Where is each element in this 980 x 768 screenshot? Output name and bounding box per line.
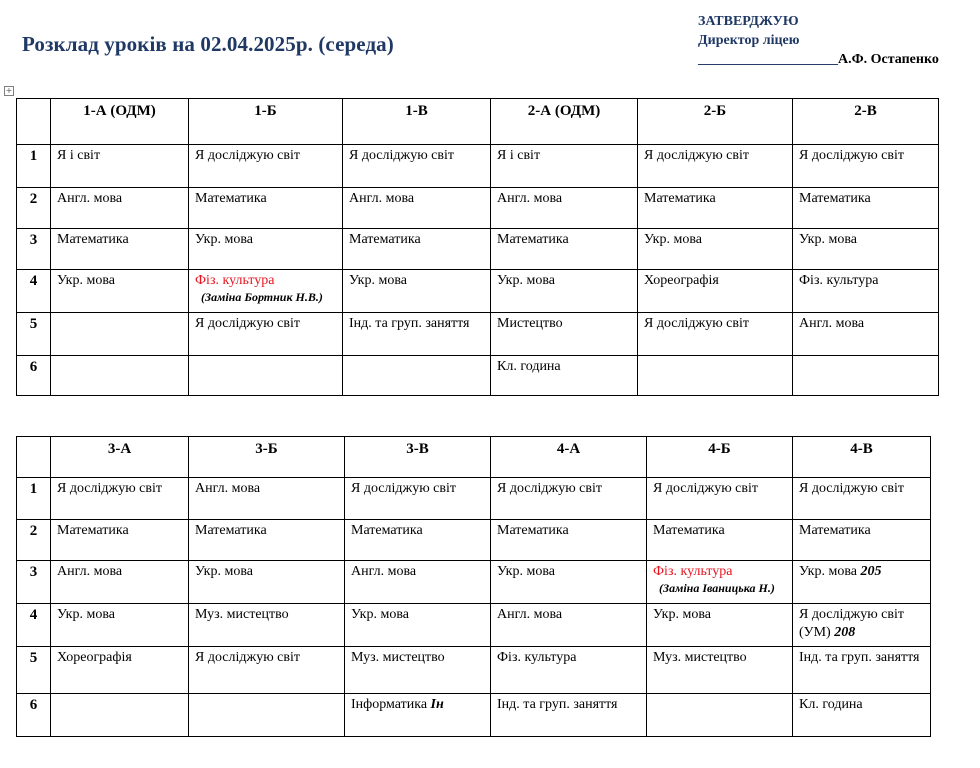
subject-name: Я досліджую світ [195,148,300,163]
class-header: 1-В [343,99,491,145]
subject-name: Укр. мова [497,273,555,288]
subject-name: Фіз. культура [497,650,577,665]
class-header: 3-Б [189,437,345,478]
subject-name: Математика [57,523,129,538]
class-header: 2-Б [638,99,793,145]
lesson-cell [491,313,638,356]
lesson-cell [51,520,189,561]
subject-name: Математика [644,191,716,206]
lesson-cell [491,356,638,396]
lesson-cell [491,604,647,647]
lesson-cell [189,313,343,356]
lesson-cell [51,356,189,396]
lesson-cell [51,478,189,520]
schedule-table-grades-3-4 [16,436,931,737]
lesson-number: 1 [17,145,51,188]
room-number: Ін [430,697,444,712]
lesson-cell [343,313,491,356]
subject-name: Англ. мова [57,564,123,579]
lesson-cell [343,270,491,313]
lesson-row [17,647,931,694]
lesson-row [17,561,931,604]
lesson-cell [491,520,647,561]
subject-name: Я досліджую світ [195,316,300,331]
lesson-cell [793,270,939,313]
lesson-cell [647,694,793,737]
lesson-cell [638,313,793,356]
subject-name: Англ. мова [57,191,123,206]
subject-name: Математика [195,191,267,206]
lesson-cell [345,647,491,694]
subject-name: Укр. мова [195,564,253,579]
corner-cell [17,437,51,478]
subject-name: Муз. мистецтво [653,650,747,665]
lesson-cell [345,694,491,737]
lesson-cell [189,188,343,229]
subject-name: Я досліджую світ [799,148,904,163]
subject-name: Англ. мова [497,607,563,622]
lesson-cell [345,478,491,520]
lesson-cell [189,520,345,561]
lesson-row [17,356,939,396]
subject-name: Математика [57,232,129,247]
class-header: 1-А (ОДМ) [51,99,189,145]
class-header: 4-Б [647,437,793,478]
room-number: 208 [834,625,856,640]
header-row [17,437,931,478]
schedule-table-grades-1-2 [16,98,939,396]
approval-signature [698,50,939,69]
subject-name: Хореографія [57,650,132,665]
lesson-cell [647,647,793,694]
subject-name: Англ. мова [349,191,415,206]
subject-name: Математика [349,232,421,247]
lesson-cell [793,647,931,694]
subject-name: Англ. мова [497,191,563,206]
subject-name: Я досліджую світ [497,481,602,496]
lesson-cell [638,145,793,188]
subject-name: Я досліджую світ (УМ) [799,607,904,640]
lesson-cell [189,478,345,520]
lesson-cell [51,647,189,694]
lesson-cell [793,145,939,188]
lesson-cell [189,356,343,396]
subject-name: Я і світ [57,148,101,163]
lesson-cell [491,561,647,604]
subject-name: Англ. мова [799,316,865,331]
subject-name: Укр. мова [799,564,857,579]
lesson-number: 2 [17,188,51,229]
subject-name: Фіз. культура [195,273,275,288]
approval-heading: ЗАТВЕРДЖУЮ [698,14,799,29]
lesson-cell [189,561,345,604]
subject-name: Хореографія [644,273,719,288]
lesson-cell [793,356,939,396]
subject-name: Укр. мова [57,273,115,288]
corner-cell [17,99,51,145]
lesson-row [17,145,939,188]
subject-name: Мистецтво [497,316,563,331]
subject-name: Укр. мова [497,564,555,579]
lesson-cell [189,229,343,270]
lesson-cell [647,604,793,647]
lesson-cell [647,478,793,520]
subject-name: Інд. та груп. заняття [799,650,920,665]
lesson-cell [491,647,647,694]
lesson-cell [491,145,638,188]
room-number: 205 [860,564,882,579]
lesson-cell [343,188,491,229]
subject-name: Фіз. культура [653,564,733,579]
subject-name: Муз. мистецтво [351,650,445,665]
lesson-cell [647,561,793,604]
lesson-cell [793,188,939,229]
subject-name: Я досліджую світ [644,316,749,331]
lesson-number: 1 [17,478,51,520]
lesson-cell [189,694,345,737]
lesson-cell [793,694,931,737]
subject-name: Муз. мистецтво [195,607,289,622]
lesson-cell [491,478,647,520]
subject-name: Я досліджую світ [349,148,454,163]
lesson-cell [491,188,638,229]
lesson-number: 4 [17,270,51,313]
lesson-cell [793,229,939,270]
lesson-cell [189,145,343,188]
lesson-cell [638,188,793,229]
lesson-number: 2 [17,520,51,561]
lesson-number: 3 [17,229,51,270]
subject-name: Я досліджую світ [799,481,904,496]
lesson-row [17,520,931,561]
lesson-cell [638,270,793,313]
subject-name: Математика [195,523,267,538]
lesson-cell [793,604,931,647]
subject-name: Математика [653,523,725,538]
lesson-cell [189,604,345,647]
subject-name: Укр. мова [644,232,702,247]
subject-name: Я і світ [497,148,541,163]
lesson-cell [345,561,491,604]
approval-block [698,12,939,69]
lesson-row [17,478,931,520]
lesson-cell [51,229,189,270]
lesson-cell [491,229,638,270]
subject-name: Математика [497,523,569,538]
class-header: 1-Б [189,99,343,145]
lesson-cell [343,229,491,270]
header-row [17,99,939,145]
lesson-number: 5 [17,647,51,694]
substitution-note: (Заміна Бортник Н.В.) [201,290,323,304]
lesson-row [17,694,931,737]
subject-name: Я досліджую світ [653,481,758,496]
lesson-cell [491,694,647,737]
lesson-cell [51,188,189,229]
lesson-cell [51,561,189,604]
subject-name: Укр. мова [349,273,407,288]
class-header: 3-В [345,437,491,478]
subject-name: Математика [351,523,423,538]
signature-line: ____________________ [698,52,838,67]
subject-name: Математика [799,523,871,538]
lesson-cell [189,647,345,694]
subject-name: Англ. мова [351,564,417,579]
lesson-row [17,313,939,356]
lesson-cell [793,561,931,604]
page-title: Розклад уроків на 02.04.2025р. (середа) [22,32,394,56]
lesson-row [17,604,931,647]
lesson-cell [343,145,491,188]
lesson-number: 3 [17,561,51,604]
subject-name: Фіз. культура [799,273,879,288]
subject-name: Кл. година [497,359,561,374]
class-header: 2-В [793,99,939,145]
lesson-cell [343,356,491,396]
lesson-cell [345,520,491,561]
lesson-cell [51,270,189,313]
lesson-number: 6 [17,356,51,396]
director-name: А.Ф. Остапенко [838,52,939,67]
subject-name: Я досліджую світ [351,481,456,496]
lesson-row [17,270,939,313]
subject-name: Я досліджую світ [644,148,749,163]
move-cross-icon[interactable]: + [5,86,13,95]
subject-name: Укр. мова [653,607,711,622]
lesson-number: 6 [17,694,51,737]
lesson-cell [793,478,931,520]
subject-name: Я досліджую світ [195,650,300,665]
lesson-cell [638,229,793,270]
lesson-number: 4 [17,604,51,647]
subject-name: Інд. та груп. заняття [497,697,618,712]
lesson-cell [51,694,189,737]
subject-name: Математика [799,191,871,206]
subject-name: Укр. мова [351,607,409,622]
lesson-cell [793,313,939,356]
subject-name: Інформатика [351,697,428,712]
subject-name: Укр. мова [57,607,115,622]
lesson-cell [491,270,638,313]
lesson-cell [638,356,793,396]
lesson-number: 5 [17,313,51,356]
subject-name: Я досліджую світ [57,481,162,496]
lesson-cell [345,604,491,647]
subject-name: Кл. година [799,697,863,712]
class-header: 4-В [793,437,931,478]
lesson-cell [51,145,189,188]
subject-name: Математика [497,232,569,247]
lesson-cell [51,313,189,356]
substitution-note: (Заміна Іваницька Н.) [659,581,775,595]
lesson-cell [189,270,343,313]
class-header: 2-А (ОДМ) [491,99,638,145]
subject-name: Укр. мова [799,232,857,247]
subject-name: Англ. мова [195,481,261,496]
class-header: 4-А [491,437,647,478]
lesson-row [17,188,939,229]
lesson-cell [647,520,793,561]
lesson-cell [793,520,931,561]
lesson-cell [51,604,189,647]
lesson-row [17,229,939,270]
approval-position: Директор ліцею [698,33,800,48]
class-header: 3-А [51,437,189,478]
subject-name: Інд. та груп. заняття [349,316,470,331]
subject-name: Укр. мова [195,232,253,247]
